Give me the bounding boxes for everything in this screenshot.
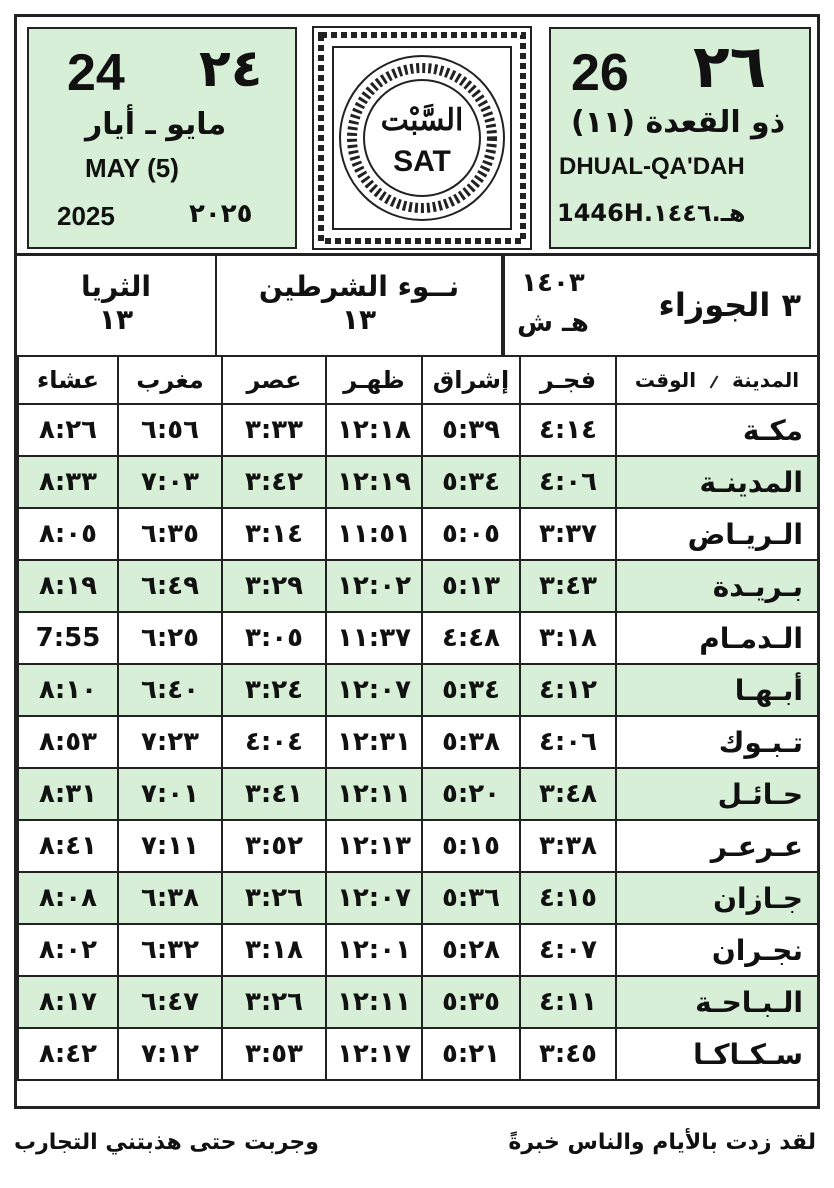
prayer-time-cell: ٤:٠٧ xyxy=(520,924,616,976)
prayer-time-cell: ١٢:٣١ xyxy=(326,716,422,768)
prayer-time-cell: ٥:٣٩ xyxy=(422,404,520,456)
prayer-time-cell: ١٢:١٣ xyxy=(326,820,422,872)
ornament-frame-icon xyxy=(311,25,533,251)
table-row xyxy=(18,612,818,664)
prayer-time-cell: ٣:٢٤ xyxy=(222,664,326,716)
prayer-time-cell: ١٢:٠٧ xyxy=(326,872,422,924)
city-name: بـريـدة xyxy=(616,560,818,612)
prayer-time-cell: ٤:١٥ xyxy=(520,872,616,924)
table-row xyxy=(18,924,818,976)
prayer-time-cell: ٨:٣٣ xyxy=(18,456,118,508)
prayer-time-cell: ٣:٢٩ xyxy=(222,560,326,612)
weekday-seal xyxy=(311,25,533,251)
table-row xyxy=(18,1028,818,1080)
prayer-time-cell: ٦:٣٢ xyxy=(118,924,222,976)
prayer-time-cell: ٥:٣٤ xyxy=(422,664,520,716)
prayer-time-cell: ٣:٢٦ xyxy=(222,976,326,1028)
hijri-day-arabic: ٢٦ xyxy=(693,32,767,102)
city-name: الـبـاحـة xyxy=(616,976,818,1028)
prayer-time-cell: ٣:٤١ xyxy=(222,768,326,820)
prayer-time-cell: ١٢:٠٢ xyxy=(326,560,422,612)
header-maghrib: مغرب xyxy=(118,356,222,404)
weekday-arabic: السَّبْت xyxy=(380,103,464,138)
prayer-time-cell: ٦:٥٦ xyxy=(118,404,222,456)
header-dhuhr: ظهـر xyxy=(326,356,422,404)
prayer-time-cell: ٥:٢١ xyxy=(422,1028,520,1080)
prayer-time-cell: ٤:٠٦ xyxy=(520,716,616,768)
table-body xyxy=(18,404,818,1080)
prayer-time-cell: ٤:١٤ xyxy=(520,404,616,456)
city-name: حـائـل xyxy=(616,768,818,820)
table-row xyxy=(18,976,818,1028)
sign-cell xyxy=(503,256,817,355)
city-name: الـريـاض xyxy=(616,508,818,560)
hijri-date-box xyxy=(549,27,811,249)
prayer-time-cell: ٥:٣٦ xyxy=(422,872,520,924)
table-row xyxy=(18,508,818,560)
prayer-time-cell: ١٢:١١ xyxy=(326,768,422,820)
gregorian-year-arabic: ٢٠٢٥ xyxy=(189,199,253,229)
prayer-times-table xyxy=(17,355,819,1081)
prayer-time-cell: ١٢:٠٧ xyxy=(326,664,422,716)
city-name: الـدمـام xyxy=(616,612,818,664)
hijri-year: 1446H.هـ.١٤٤٦ xyxy=(557,199,746,227)
prayer-time-cell: ٣:٤٥ xyxy=(520,1028,616,1080)
city-name: مكـة xyxy=(616,404,818,456)
prayer-time-cell: ٣:٢٦ xyxy=(222,872,326,924)
header-shuruq: إشراق xyxy=(422,356,520,404)
city-time-header xyxy=(616,356,818,404)
table-row xyxy=(18,716,818,768)
prayer-time-cell: ٨:١٠ xyxy=(18,664,118,716)
star-num: ١٣ xyxy=(98,303,134,336)
prayer-time-cell: ٨:٠٥ xyxy=(18,508,118,560)
prayer-time-cell: ٨:٢٦ xyxy=(18,404,118,456)
table-row xyxy=(18,768,818,820)
prayer-time-cell: ٦:٣٨ xyxy=(118,872,222,924)
naw-cell xyxy=(217,256,503,355)
prayer-time-cell: ٨:٠٨ xyxy=(18,872,118,924)
gregorian-month-english: MAY (5) xyxy=(85,153,179,183)
prayer-time-cell: ٥:١٥ xyxy=(422,820,520,872)
calendar-page xyxy=(14,14,820,1109)
prayer-time-cell: ٧:٠٣ xyxy=(118,456,222,508)
prayer-time-cell: ٦:٤٧ xyxy=(118,976,222,1028)
footer-verse-right: لقد زدت بالأيام والناس خبرةً xyxy=(508,1130,816,1155)
prayer-time-cell: ١٢:١٧ xyxy=(326,1028,422,1080)
prayer-time-cell: ٣:١٨ xyxy=(520,612,616,664)
prayer-time-cell: ٦:٢٥ xyxy=(118,612,222,664)
prayer-time-cell: ٦:٣٥ xyxy=(118,508,222,560)
prayer-time-cell: ٧:٠١ xyxy=(118,768,222,820)
city-name: نجـران xyxy=(616,924,818,976)
prayer-time-cell: ٤:١١ xyxy=(520,976,616,1028)
city-name: جـازان xyxy=(616,872,818,924)
star-cell xyxy=(17,256,217,355)
naw-name: نــوء الشرطين xyxy=(258,270,460,303)
prayer-time-cell: ٣:١٤ xyxy=(222,508,326,560)
gregorian-day-arabic: ٢٤ xyxy=(199,39,263,99)
header-fajr: فجـر xyxy=(520,356,616,404)
prayer-time-cell: 7:55 xyxy=(18,612,118,664)
solar-year: ١٤٠٣ xyxy=(521,268,585,298)
hijri-month-arabic: ذو القعدة (١١) xyxy=(571,105,786,140)
prayer-time-cell: ٧:١١ xyxy=(118,820,222,872)
prayer-time-cell: ٨:٤١ xyxy=(18,820,118,872)
prayer-time-cell: ١٢:١٩ xyxy=(326,456,422,508)
header-isha: عشاء xyxy=(18,356,118,404)
prayer-time-cell: ٥:٠٥ xyxy=(422,508,520,560)
naw-num: ١٣ xyxy=(341,303,377,336)
city-name: أبـهـا xyxy=(616,664,818,716)
city-name: تـبـوك xyxy=(616,716,818,768)
slash-divider xyxy=(710,375,719,388)
prayer-time-cell: ٥:٣٤ xyxy=(422,456,520,508)
zodiac-sign: ٣ الجوزاء xyxy=(658,286,801,324)
header-asr: عصر xyxy=(222,356,326,404)
table-row xyxy=(18,664,818,716)
table-row xyxy=(18,560,818,612)
prayer-time-cell: ٤:١٢ xyxy=(520,664,616,716)
prayer-time-cell: ٤:٠٦ xyxy=(520,456,616,508)
prayer-time-cell: ٣:٠٥ xyxy=(222,612,326,664)
prayer-time-cell: ٣:١٨ xyxy=(222,924,326,976)
table-row xyxy=(18,456,818,508)
prayer-time-cell: ٨:٠٢ xyxy=(18,924,118,976)
gregorian-date-box xyxy=(27,27,297,249)
prayer-time-cell: ٧:١٢ xyxy=(118,1028,222,1080)
prayer-time-cell: ١١:٥١ xyxy=(326,508,422,560)
weekday-english: SAT xyxy=(393,145,451,178)
prayer-time-cell: ٣:٣٨ xyxy=(520,820,616,872)
prayer-time-cell: ٨:٤٢ xyxy=(18,1028,118,1080)
prayer-time-cell: ٣:٤٨ xyxy=(520,768,616,820)
prayer-time-cell: ١٢:٠١ xyxy=(326,924,422,976)
prayer-time-cell: ٨:٥٣ xyxy=(18,716,118,768)
prayer-time-cell: ٣:٣٣ xyxy=(222,404,326,456)
table-row xyxy=(18,404,818,456)
prayer-time-cell: ٧:٢٣ xyxy=(118,716,222,768)
gregorian-year-western: 2025 xyxy=(57,201,115,231)
prayer-time-cell: ٦:٤٠ xyxy=(118,664,222,716)
prayer-time-cell: ٥:١٣ xyxy=(422,560,520,612)
prayer-time-cell: ١١:٣٧ xyxy=(326,612,422,664)
prayer-time-cell: ٥:٢٠ xyxy=(422,768,520,820)
prayer-time-cell: ٥:٣٥ xyxy=(422,976,520,1028)
header-city: المدينة xyxy=(731,368,800,392)
prayer-time-cell: ٣:٤٣ xyxy=(520,560,616,612)
prayer-time-cell: ٣:٣٧ xyxy=(520,508,616,560)
table-row xyxy=(18,820,818,872)
gregorian-month-arabic: مايو ـ أيار xyxy=(85,107,227,142)
table-header-row xyxy=(18,356,818,404)
city-name: سـكـاكـا xyxy=(616,1028,818,1080)
info-row xyxy=(17,253,817,358)
prayer-time-cell: ٣:٤٢ xyxy=(222,456,326,508)
city-name: عـرعـر xyxy=(616,820,818,872)
hijri-day-western: 26 xyxy=(571,44,629,102)
prayer-time-cell: ٨:١٩ xyxy=(18,560,118,612)
city-name: المدينـة xyxy=(616,456,818,508)
prayer-time-cell: ٥:٢٨ xyxy=(422,924,520,976)
prayer-time-cell: ٥:٣٨ xyxy=(422,716,520,768)
hijri-month-english: DHUAL-QA'DAH xyxy=(559,153,745,180)
header-time: الوقت xyxy=(634,368,697,392)
prayer-time-cell: ١٢:١١ xyxy=(326,976,422,1028)
prayer-time-cell: ٨:٣١ xyxy=(18,768,118,820)
gregorian-day-western: 24 xyxy=(67,44,125,102)
table-row xyxy=(18,872,818,924)
prayer-time-cell: ٦:٤٩ xyxy=(118,560,222,612)
star-name: الثريا xyxy=(81,270,151,303)
solar-suffix: هـ ش xyxy=(517,308,589,338)
prayer-time-cell: ٣:٥٣ xyxy=(222,1028,326,1080)
header-row xyxy=(17,17,817,257)
prayer-time-cell: ٤:٠٤ xyxy=(222,716,326,768)
footer-verse-left: وجربت حتى هذبتني التجارب xyxy=(14,1130,319,1155)
prayer-time-cell: ٣:٥٢ xyxy=(222,820,326,872)
prayer-time-cell: ١٢:١٨ xyxy=(326,404,422,456)
prayer-time-cell: ٨:١٧ xyxy=(18,976,118,1028)
prayer-time-cell: ٤:٤٨ xyxy=(422,612,520,664)
